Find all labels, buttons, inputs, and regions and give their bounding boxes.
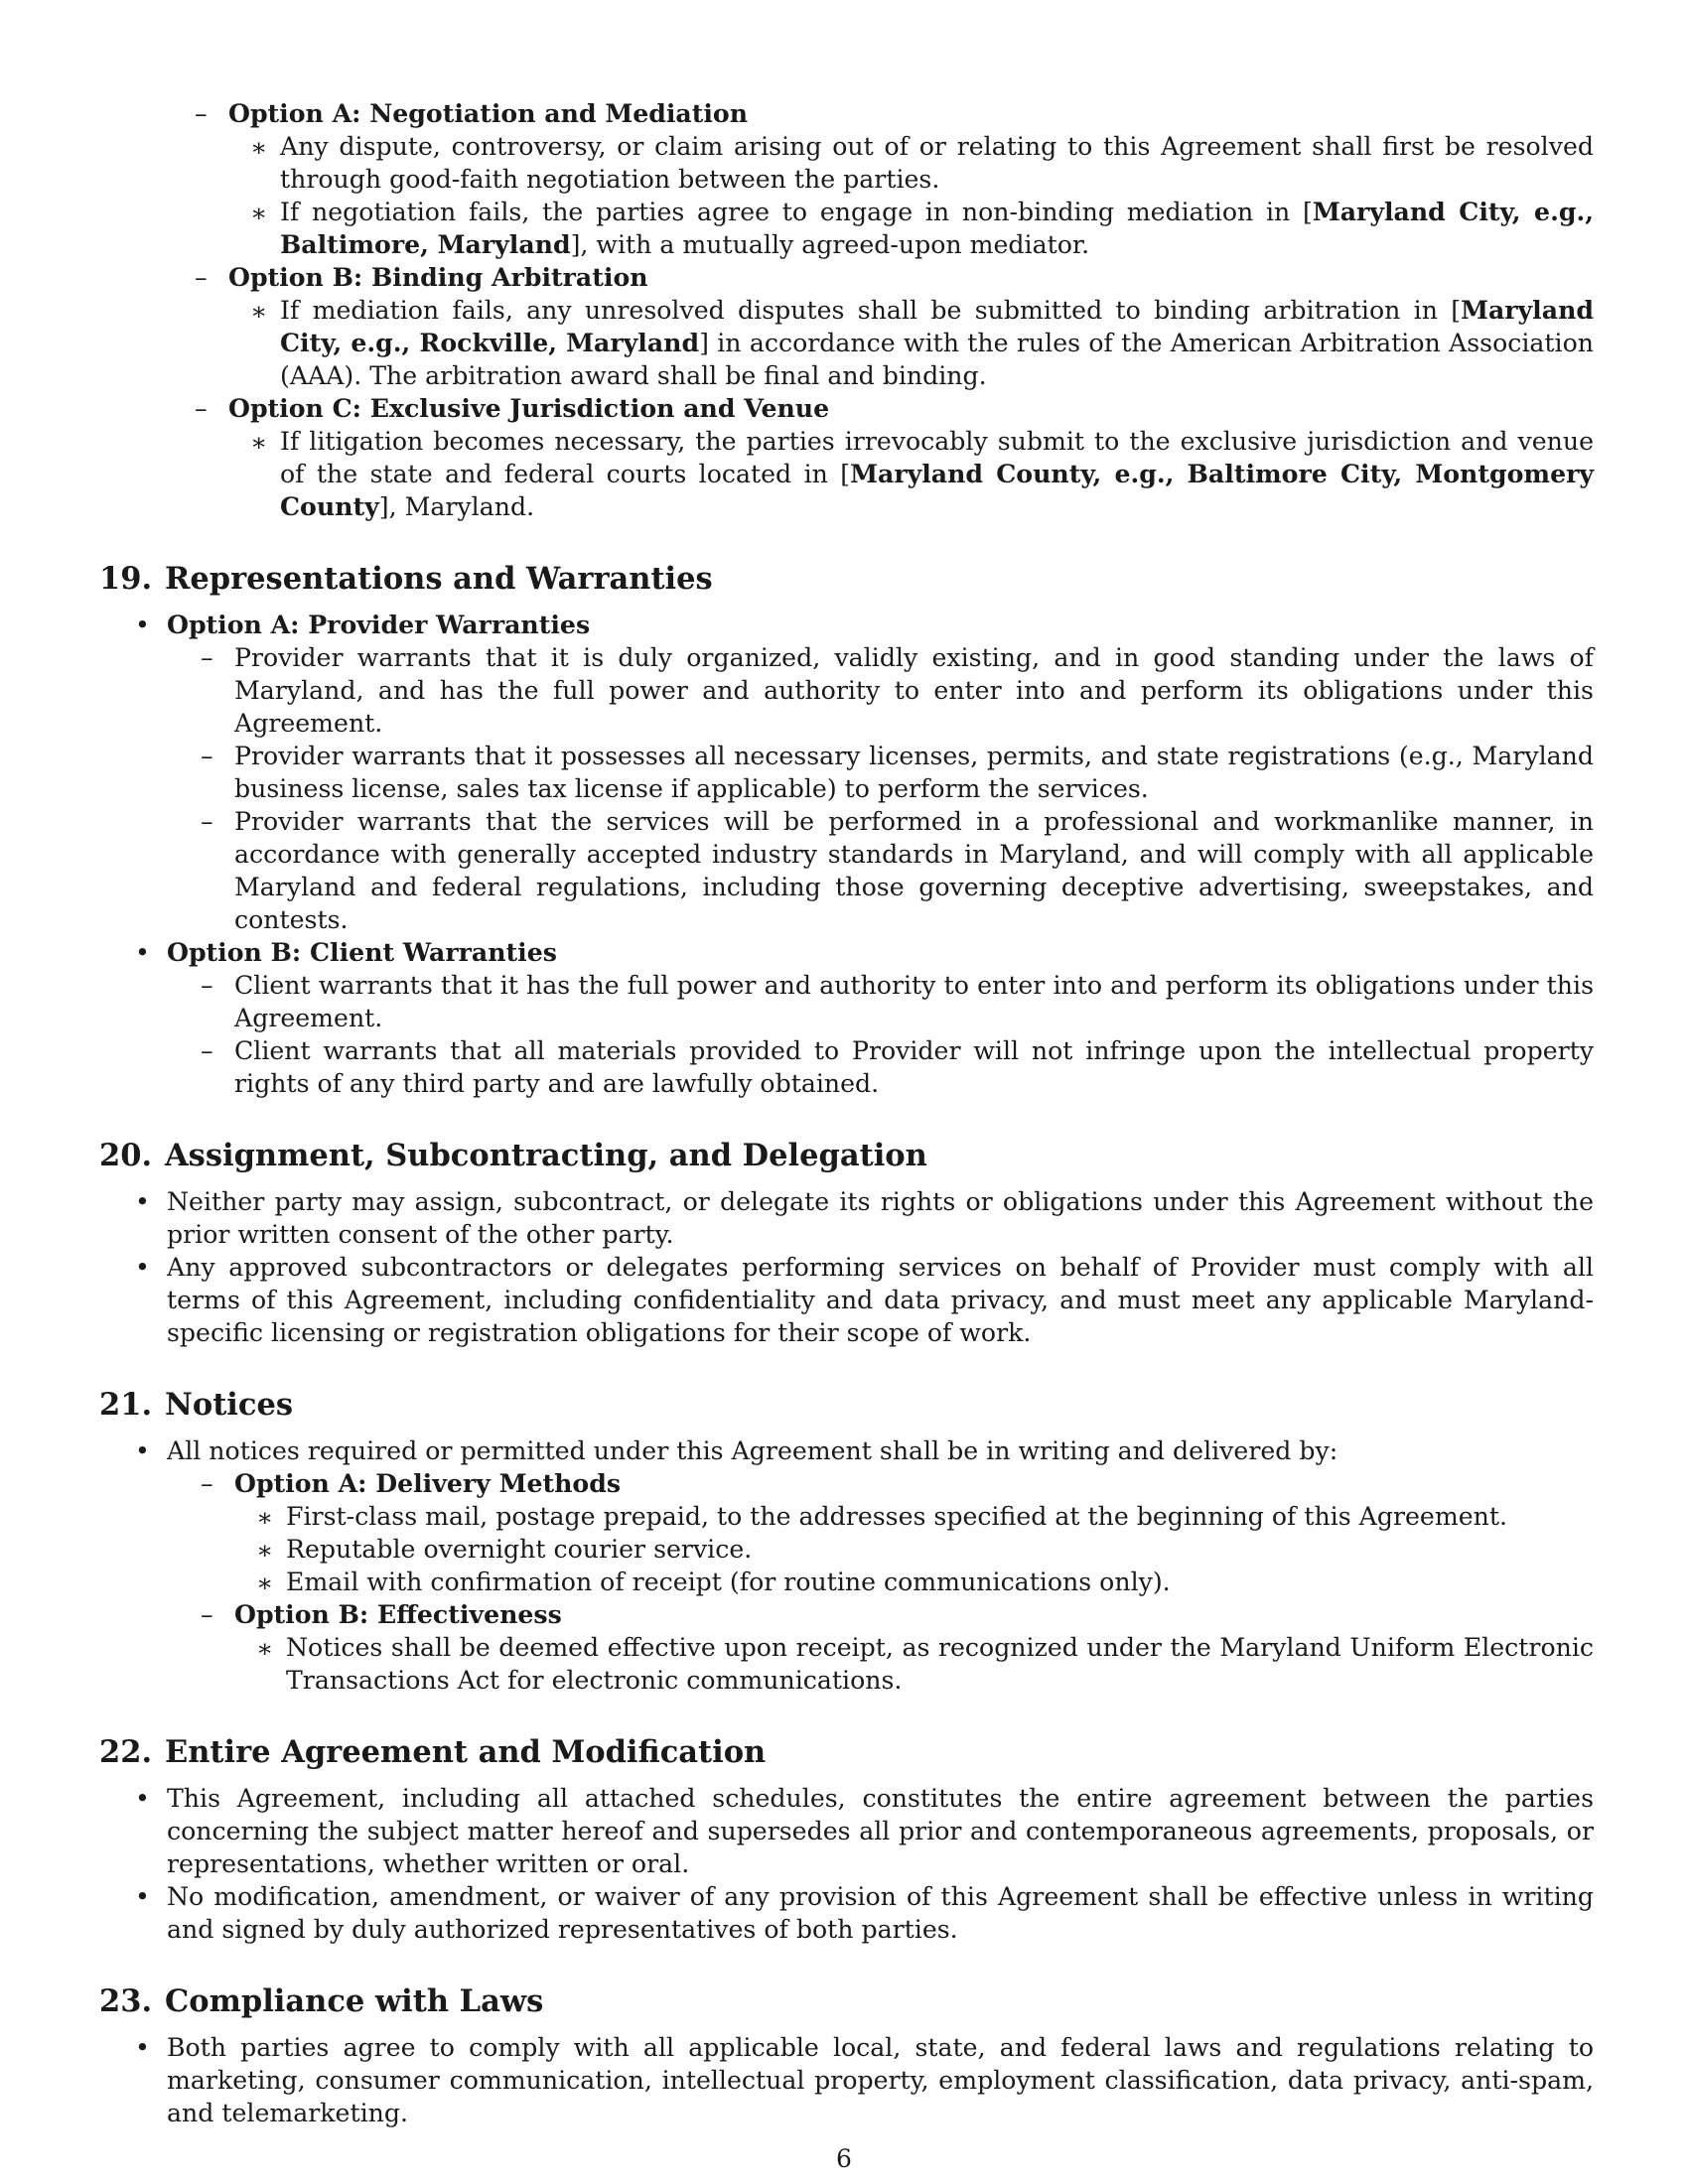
list-item: • Option B: Client Warranties – Client warrants that it has the full power and authority to enter into and perform its obligations under this Agreement. – Client warrants that all materials provided to Provider will not infringe upon the intellectual property rights of any third party and are lawfully obtained.: [99, 936, 1594, 1100]
list-item: • Neither party may assign, subcontract, or delegate its rights or obligations under this Agreement without the prior written consent of the other party.: [99, 1185, 1594, 1251]
list-item: • Any approved subcontractors or delegates performing services on behalf of Provider must comply with all terms of this Agreement, including confidentiality and data privacy, and must meet any applicable Maryland-specific licensing or registration obligations for their scope of work.: [99, 1251, 1594, 1349]
list-item: ∗ If mediation fails, any unresolved disputes shall be submitted to binding arbitration in [Maryland City, e.g., Rockville, Maryland] in accordance with the rules of the American Arbitration Association (AAA). The arbitration award shall be final and binding.: [228, 294, 1594, 392]
list-item: – Provider warrants that the services will be performed in a professional and workmanlike manner, in accordance with generally accepted industry standards in Maryland, and will comply with all applicable Maryland and federal regulations, including those governing deceptive advertising, sweepstakes, and contests.: [167, 805, 1594, 936]
list-item: • No modification, amendment, or waiver of any provision of this Agreement shall be effective unless in writing and signed by duly authorized representatives of both parties.: [99, 1880, 1594, 1946]
section-heading: 22. Entire Agreement and Modification: [99, 1734, 767, 1770]
sec18-option-b: [99, 261, 1594, 392]
list-item: ∗ Email with confirmation of receipt (for routine communications only).: [234, 1566, 1594, 1598]
list-item: – Client warrants that all materials provided to Provider will not infringe upon the intellectual property rights of any third party and are lawfully obtained.: [167, 1034, 1594, 1100]
list-item: ∗ Any dispute, controversy, or claim arising out of or relating to this Agreement shall first be resolved through good-faith negotiation between the parties.: [228, 130, 1594, 196]
page-number: 6: [836, 2144, 852, 2173]
list-item: – Provider warrants that it possesses all necessary licenses, permits, and state registrations (e.g., Maryland business license, sales tax license if applicable) to perform the services.: [167, 740, 1594, 805]
section-21: [99, 1385, 1594, 1697]
list-item: ∗ First-class mail, postage prepaid, to the addresses specified at the beginning of this Agreement.: [234, 1500, 1594, 1533]
list-item: – Provider warrants that it is duly organized, validly existing, and in good standing under the laws of Maryland, and has the full power and authority to enter into and perform its obligations under this Agreement.: [167, 641, 1594, 740]
section-20: [99, 1136, 1594, 1349]
list-item: • This Agreement, including all attached schedules, constitutes the entire agreement between the parties concerning the subject matter hereof and supersedes all prior and contemporaneous agreements, proposals, or representations, whether written or oral.: [99, 1782, 1594, 1880]
section-22: [99, 1732, 1594, 1946]
sec18-option-c: [99, 392, 1594, 523]
list-item: – Client warrants that it has the full power and authority to enter into and perform its obligations under this Agreement.: [167, 969, 1594, 1034]
list-item: – Option A: Delivery Methods ∗ First-class mail, postage prepaid, to the addresses specified at the beginning of this Agreement. ∗ Reputable overnight courier service. ∗ Email with confirmation of receipt (for routine communications only).: [167, 1467, 1594, 1598]
list-item: ∗ Notices shall be deemed effective upon receipt, as recognized under the Maryland Uniform Electronic Transactions Act for electronic communications.: [234, 1631, 1594, 1697]
list-item: • Option A: Provider Warranties – Provider warrants that it is duly organized, validly existing, and in good standing under the laws of Maryland, and has the full power and authority to enter into and perform its obligations under this Agreement. – Provider warrants that it possesses all necessary licenses, permits, and state registrations (e.g., Maryland business license, sales tax license if applicable) to perform the services. – Provider warrants that the services will be performed in a professional and workmanlike manner, in accordance with generally accepted industry standards in Maryland, and will comply with all applicable Maryland and federal regulations, including those governing deceptive advertising, sweepstakes, and contests.: [99, 609, 1594, 936]
section-heading: 20. Assignment, Subcontracting, and Delegation: [99, 1138, 927, 1173]
section-18-continued: [99, 97, 1594, 523]
sec18-options: [99, 97, 1594, 523]
section-19: [99, 559, 1594, 1100]
list-item: ∗ If negotiation fails, the parties agree to engage in non-binding mediation in [Maryland City, e.g., Baltimore, Maryland], with a mutually agreed-upon mediator.: [228, 196, 1594, 261]
sec18-option-a-title: Option A: Negotiation and Mediation: [228, 98, 749, 128]
document-page: [99, 97, 1594, 2129]
list-item: – Option B: Effectiveness ∗ Notices shall be deemed effective upon receipt, as recognized under the Maryland Uniform Electronic Transactions Act for electronic communications.: [167, 1598, 1594, 1697]
sec18-option-a: [99, 97, 1594, 261]
list-item: • Both parties agree to comply with all applicable local, state, and federal laws and regulations relating to marketing, consumer communication, intellectual property, employment classification, data privacy, anti-spam, and telemarketing.: [99, 2031, 1594, 2129]
section-23: [99, 1981, 1594, 2129]
sec18-option-c-title: Option C: Exclusive Jurisdiction and Venue: [228, 393, 830, 423]
section-heading: 19. Representations and Warranties: [99, 561, 713, 597]
list-item: ∗ Reputable overnight courier service.: [234, 1533, 1594, 1566]
section-heading: 21. Notices: [99, 1387, 294, 1423]
list-item: ∗ If litigation becomes necessary, the parties irrevocably submit to the exclusive jurisdiction and venue of the state and federal courts located in [Maryland County, e.g., Baltimore City, Montgomery County], Maryland.: [228, 425, 1594, 523]
list-item: • All notices required or permitted under this Agreement shall be in writing and delivered by: – Option A: Delivery Methods ∗ First-class mail, postage prepaid, to the addresses specified at the beginning of this Agreement. ∗ Reputable overnight courier service. ∗ Email with confirmation of receipt (for routine communications only). – Option B: Effectiveness ∗ Notices shall be deemed effective upon receipt, as recognized under the Maryland Uniform Electronic Transactions Act for electronic communications.: [99, 1434, 1594, 1697]
section-heading: 23. Compliance with Laws: [99, 1983, 544, 2019]
sec18-option-b-title: Option B: Binding Arbitration: [228, 262, 648, 292]
